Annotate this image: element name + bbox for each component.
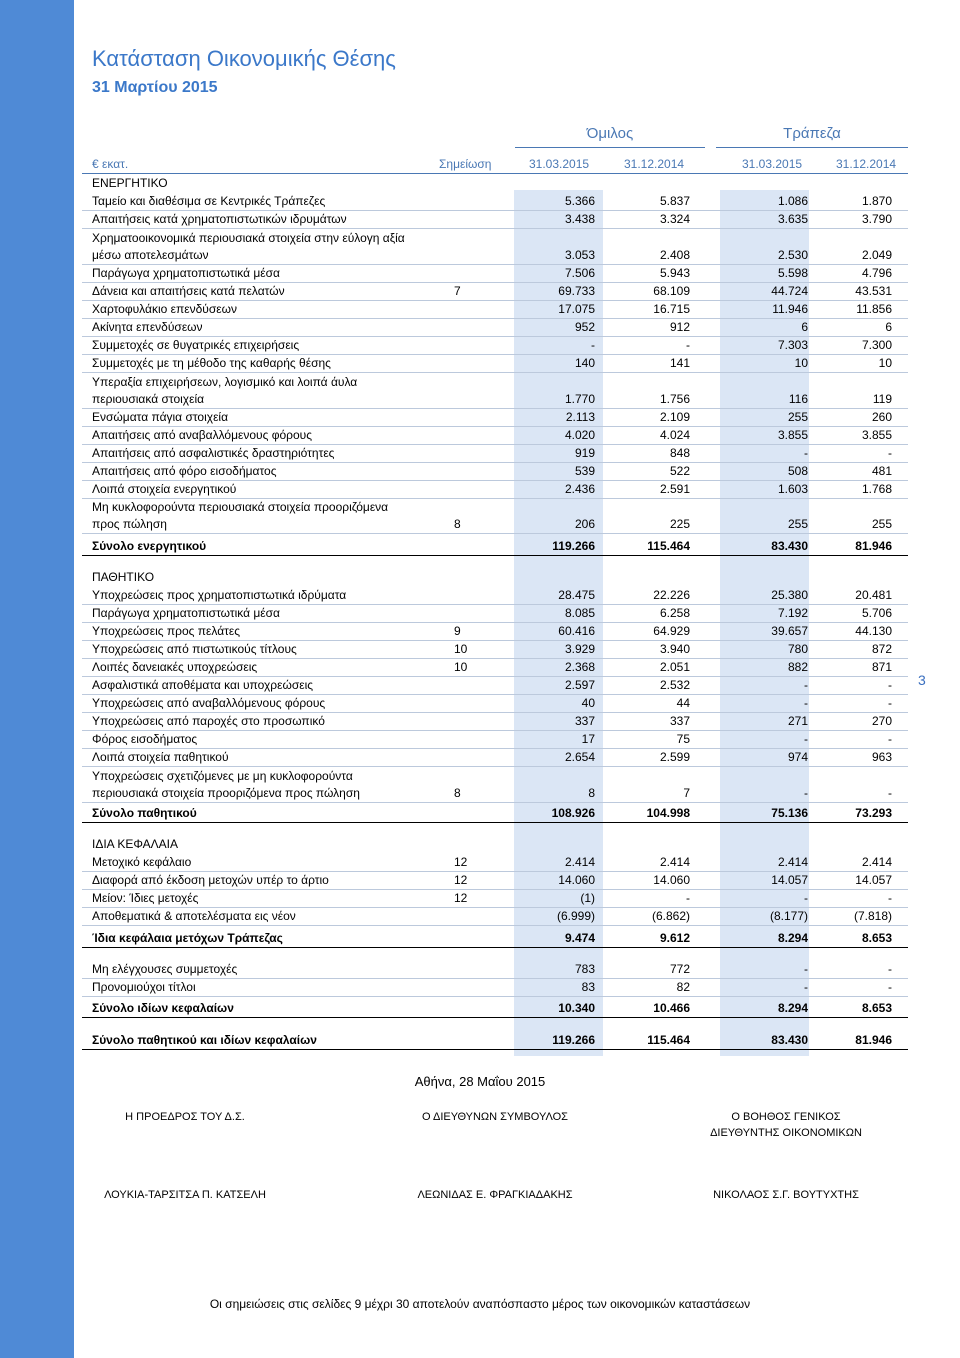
- row-label-line1: Υπεραξία επιχειρήσεων, λογισμικό και λοιπά άυλα: [92, 375, 358, 389]
- bank-prior-value: -: [888, 446, 892, 460]
- group-prior-value: 104.998: [646, 806, 690, 820]
- group-current-value: 206: [574, 517, 595, 531]
- bank-current-value: 271: [787, 714, 808, 728]
- table-row: [82, 211, 908, 229]
- note-ref: 8: [454, 517, 461, 531]
- row-label: [92, 230, 405, 264]
- row-label: Σύνολο ενεργητικού: [92, 539, 207, 553]
- bank-prior-value: 11.856: [856, 302, 892, 316]
- section-heading-row: [82, 569, 908, 586]
- group-current-value: 60.416: [558, 624, 595, 638]
- group-current-value: 8.085: [564, 606, 595, 620]
- group-prior-value: 115.464: [647, 539, 690, 553]
- section-heading-row: [82, 175, 908, 192]
- row-label: ΕΝΕΡΓΗΤΙΚΟ: [92, 176, 168, 190]
- bank-prior-value: 6: [885, 320, 892, 334]
- row-label: Μη ελέγχουσες συμμετοχές: [92, 962, 238, 976]
- bank-prior-value: 871: [871, 660, 892, 674]
- table-row: [82, 623, 908, 641]
- bank-prior-value: 270: [871, 714, 892, 728]
- row-label: [92, 374, 357, 408]
- row-label: [92, 499, 388, 533]
- bank-current-value: 7.192: [777, 606, 808, 620]
- note-ref: 7: [454, 284, 461, 298]
- bank-current-value: -: [804, 732, 808, 746]
- bank-current-value: 3.855: [777, 428, 808, 442]
- group-prior-value: 3.940: [659, 642, 690, 656]
- bank-prior-value: 5.706: [861, 606, 892, 620]
- group-prior-value: 4.024: [659, 428, 690, 442]
- row-label: Παράγωγα χρηματοπιστωτικά μέσα: [92, 266, 280, 280]
- group-current-value: -: [591, 338, 595, 352]
- row-label: Διαφορά από έκδοση μετοχών υπέρ το άρτιο: [92, 873, 329, 887]
- bank-prior-value: 872: [871, 642, 892, 656]
- bank-current-value: 2.530: [777, 248, 808, 262]
- table-row: [82, 695, 908, 713]
- bank-current-value: -: [804, 891, 808, 905]
- group-current-value: 2.368: [564, 660, 595, 674]
- table-row: [82, 283, 908, 301]
- group-prior-value: 1.756: [659, 392, 690, 406]
- table-row: [82, 481, 908, 499]
- table-row: [82, 301, 908, 319]
- row-label: Απαιτήσεις από φόρο εισοδήματος: [92, 464, 277, 478]
- bank-current-value: -: [804, 696, 808, 710]
- total-row: [82, 805, 908, 823]
- group-current-value: 2.597: [564, 678, 595, 692]
- note-ref: 10: [454, 642, 468, 656]
- bank-current-value: 508: [787, 464, 808, 478]
- bank-current-value: 1.603: [777, 482, 808, 496]
- bank-prior-value: 260: [871, 410, 892, 424]
- bank-current-value: 11.946: [772, 302, 808, 316]
- group-current-value: 2.436: [564, 482, 595, 496]
- bank-current-value: 8.294: [777, 1001, 808, 1015]
- place-date: Αθήνα, 28 Μαΐου 2015: [414, 1074, 546, 1089]
- table-row: [82, 713, 908, 731]
- row-label: Λοιπά στοιχεία παθητικού: [92, 750, 229, 764]
- table-row: [82, 961, 908, 979]
- bank-current-value: 2.414: [777, 855, 808, 869]
- total-row: [82, 538, 908, 556]
- signatory-name-cfo: ΝΙΚΟΛΑΟΣ Σ.Γ. ΒΟΥΤΥΧΤΗΣ: [713, 1189, 859, 1201]
- row-label: Σύνολο παθητικού: [92, 806, 197, 820]
- group-current-value: 1.770: [564, 392, 595, 406]
- row-label-line1: Μη κυκλοφορούντα περιουσιακά στοιχεία προοριζόμενα: [92, 500, 389, 514]
- group-current-value: 140: [574, 356, 595, 370]
- group-current-value: 5.366: [564, 194, 595, 208]
- row-label-line1: Χρηματοοικονομικά περιουσιακά στοιχεία στην εύλογη αξία: [92, 231, 405, 245]
- group-current-value: 40: [581, 696, 595, 710]
- row-label-line2: περιουσιακά στοιχεία: [92, 392, 205, 406]
- note-ref: 12: [454, 855, 468, 869]
- row-label: Ασφαλιστικά αποθέματα και υποχρεώσεις: [92, 678, 314, 692]
- table-row: [82, 265, 908, 283]
- note-column-header: Σημείωση: [439, 157, 492, 171]
- table-row: [82, 908, 908, 926]
- group-prior-value: -: [686, 338, 690, 352]
- row-label-line2: περιουσιακά στοιχεία προοριζόμενα προς πώληση: [92, 786, 360, 800]
- group-prior-value: 82: [676, 980, 690, 994]
- bank-prior-value: -: [888, 891, 892, 905]
- group-prior-value: 7: [683, 786, 690, 800]
- bank-current-value: -: [804, 786, 808, 800]
- bank-prior-value: 73.293: [855, 806, 892, 820]
- group-current-value: 3.053: [564, 248, 595, 262]
- group-prior-value: 3.324: [659, 212, 690, 226]
- row-label-line2: μέσω αποτελεσμάτων: [92, 248, 209, 262]
- bank-current-value: 6: [801, 320, 808, 334]
- bank-prior-value: 8.653: [861, 931, 892, 945]
- row-label: [92, 768, 360, 802]
- group-prior-value: 522: [669, 464, 690, 478]
- group-current-value: 10.340: [558, 1001, 595, 1015]
- group-current-value: 919: [574, 446, 595, 460]
- bank-current-value: 75.136: [771, 806, 808, 820]
- group-current-value: 9.474: [564, 931, 595, 945]
- note-ref: 9: [454, 624, 461, 638]
- table-row: [82, 409, 908, 427]
- row-label-line1: Υποχρεώσεις σχετιζόμενες με μη κυκλοφορούντα: [92, 769, 353, 783]
- group-current-value: 337: [574, 714, 595, 728]
- group-current-value: 2.654: [564, 750, 595, 764]
- bank-current-value: 83.430: [771, 539, 808, 553]
- row-label: Υποχρεώσεις από πιστωτικούς τίτλους: [92, 642, 297, 656]
- table-row: [82, 193, 908, 211]
- group-current-value: 2.414: [564, 855, 595, 869]
- table-row: [82, 749, 908, 767]
- bank-current-value: 25.380: [771, 588, 808, 602]
- page-number: 3: [918, 672, 926, 688]
- table-row: [82, 731, 908, 749]
- row-label: Απαιτήσεις από ασφαλιστικές δραστηριότητες: [92, 446, 335, 460]
- bank-prior-value: 8.653: [861, 1001, 892, 1015]
- bank-current-value: 39.657: [771, 624, 808, 638]
- bank-current-value: 5.598: [777, 266, 808, 280]
- bank-prior-value: 7.300: [861, 338, 892, 352]
- group-prior-value: 68.109: [653, 284, 690, 298]
- group-prior-value: 2.408: [659, 248, 690, 262]
- total-row: [82, 1032, 908, 1050]
- bank-prior-value: -: [888, 786, 892, 800]
- total-row: [82, 1000, 908, 1018]
- note-ref: 10: [454, 660, 468, 674]
- group-current-value: 952: [574, 320, 595, 334]
- group-current-value: 28.475: [558, 588, 595, 602]
- table-row: [82, 890, 908, 908]
- signatory-role-cfo-line1: Ο ΒΟΗΘΟΣ ΓΕΝΙΚΟΣ: [731, 1111, 841, 1123]
- row-label: Συμμετοχές με τη μέθοδο της καθαρής θέσης: [92, 356, 331, 370]
- table-row: [82, 677, 908, 695]
- total-row: [82, 930, 908, 948]
- signatory-role-ceo: Ο ΔΙΕΥΘΥΝΩΝ ΣΥΜΒΟΥΛΟΣ: [421, 1111, 568, 1123]
- row-label: Μείον: Ίδιες μετοχές: [92, 891, 199, 905]
- group-prior-value: 22.226: [653, 588, 690, 602]
- row-label: Σύνολο ιδίων κεφαλαίων: [92, 1001, 234, 1015]
- bank-current-date-header: 31.03.2015: [742, 157, 803, 171]
- table-row: [82, 319, 908, 337]
- row-label: Ακίνητα επενδύσεων: [92, 320, 203, 334]
- note-ref: 12: [454, 873, 468, 887]
- group-prior-value: 2.109: [659, 410, 690, 424]
- table-row: [82, 337, 908, 355]
- bank-current-value: -: [804, 446, 808, 460]
- group-prior-value: 2.532: [659, 678, 690, 692]
- table-row: [82, 872, 908, 890]
- table-row: [82, 463, 908, 481]
- bank-prior-value: 44.130: [855, 624, 892, 638]
- table-row: [82, 641, 908, 659]
- note-ref: 12: [454, 891, 468, 905]
- row-label: Υποχρεώσεις από παροχές στο προσωπικό: [92, 714, 325, 728]
- table-row: [82, 659, 908, 677]
- group-current-value: 8: [588, 786, 595, 800]
- bank-current-value: -: [804, 980, 808, 994]
- row-label: Απαιτήσεις κατά χρηματοπιστωτικών ιδρυμάτων: [92, 212, 347, 226]
- group-current-value: 119.266: [552, 539, 595, 553]
- bank-prior-value: 81.946: [855, 1033, 892, 1047]
- group-current-value: (6.999): [556, 909, 595, 923]
- group-current-value: 17: [581, 732, 595, 746]
- bank-current-value: (8.177): [769, 909, 808, 923]
- bank-prior-value: -: [888, 696, 892, 710]
- group-prior-value: (6.862): [651, 909, 690, 923]
- table-row: [82, 587, 908, 605]
- group-prior-value: 2.414: [659, 855, 690, 869]
- bank-prior-value: 481: [871, 464, 892, 478]
- group-prior-value: 772: [669, 962, 690, 976]
- row-label: Φόρος εισοδήματος: [92, 732, 198, 746]
- group-prior-date-header: 31.12.2014: [624, 157, 685, 171]
- bank-prior-value: -: [888, 678, 892, 692]
- row-label: Υποχρεώσεις προς πελάτες: [92, 624, 241, 638]
- table-row: [82, 979, 908, 997]
- group-current-value: 17.075: [558, 302, 595, 316]
- bank-prior-value: 1.768: [861, 482, 892, 496]
- group-current-value: 7.506: [564, 266, 595, 280]
- note-ref: 8: [454, 786, 461, 800]
- bank-current-value: 7.303: [777, 338, 808, 352]
- bank-prior-value: 255: [871, 517, 892, 531]
- group-prior-value: 44: [676, 696, 690, 710]
- unit-label: € εκατ.: [92, 157, 129, 171]
- section-heading-row: [82, 836, 908, 853]
- row-label: Υποχρεώσεις από αναβαλλόμενους φόρους: [92, 696, 326, 710]
- group-prior-value: 5.943: [659, 266, 690, 280]
- bank-prior-value: -: [888, 732, 892, 746]
- bank-prior-value: 3.790: [861, 212, 892, 226]
- row-label: Ενσώματα πάγια στοιχεία: [92, 410, 229, 424]
- group-prior-value: 5.837: [659, 194, 690, 208]
- bank-current-value: 44.724: [771, 284, 808, 298]
- group-prior-value: 141: [669, 356, 690, 370]
- group-current-value: 83: [581, 980, 595, 994]
- signatory-name-ceo: ΛΕΩΝΙΔΑΣ Ε. ΦΡΑΓΚΙΑΔΑΚΗΣ: [417, 1189, 573, 1201]
- group-prior-value: 912: [669, 320, 690, 334]
- bank-current-value: 882: [787, 660, 808, 674]
- bank-prior-value: -: [888, 962, 892, 976]
- table-row: [82, 445, 908, 463]
- bank-current-value: 116: [788, 392, 808, 406]
- bank-prior-value: 119: [872, 392, 892, 406]
- bank-current-value: 10: [794, 356, 808, 370]
- signatory-name-chair: ΛΟΥΚΙΑ-ΤΑΡΣΙΤΣΑ Π. ΚΑΤΣΕΛΗ: [104, 1189, 266, 1201]
- bank-current-value: 3.635: [777, 212, 808, 226]
- group-prior-value: 225: [669, 517, 690, 531]
- bank-prior-value: 14.057: [855, 873, 892, 887]
- row-label: Υποχρεώσεις προς χρηματοπιστωτικά ιδρύματα: [92, 588, 347, 602]
- group-prior-value: 2.599: [659, 750, 690, 764]
- bank-current-value: 974: [787, 750, 808, 764]
- bank-prior-date-header: 31.12.2014: [836, 157, 897, 171]
- bank-prior-value: -: [888, 980, 892, 994]
- group-current-value: 3.438: [564, 212, 595, 226]
- page-title: Κατάσταση Οικονομικής Θέσης: [92, 46, 396, 71]
- group-current-value: 108.926: [551, 806, 595, 820]
- row-label: ΙΔΙΑ ΚΕΦΑΛΑΙΑ: [92, 837, 178, 851]
- bank-current-value: 83.430: [771, 1033, 808, 1047]
- group-current-value: 4.020: [564, 428, 595, 442]
- row-label: Δάνεια και απαιτήσεις κατά πελατών: [92, 284, 285, 298]
- group-prior-value: 2.051: [659, 660, 690, 674]
- bank-header: Τράπεζα: [783, 125, 841, 142]
- group-prior-value: 115.464: [647, 1033, 690, 1047]
- group-prior-value: 64.929: [653, 624, 690, 638]
- group-current-value: 2.113: [565, 410, 595, 424]
- row-label: Απαιτήσεις από αναβαλλόμενους φόρους: [92, 428, 313, 442]
- group-current-date-header: 31.03.2015: [529, 157, 590, 171]
- bank-prior-value: 4.796: [861, 266, 892, 280]
- group-current-value: 3.929: [564, 642, 595, 656]
- row-label: Λοιπές δανειακές υποχρεώσεις: [92, 660, 258, 674]
- group-current-value: 539: [574, 464, 595, 478]
- bank-current-value: 14.057: [771, 873, 808, 887]
- bank-current-value: 780: [787, 642, 808, 656]
- bank-prior-value: 2.414: [861, 855, 892, 869]
- bank-current-value: 8.294: [777, 931, 808, 945]
- bank-prior-value: 3.855: [861, 428, 892, 442]
- group-prior-value: 337: [669, 714, 690, 728]
- bank-current-value: -: [804, 962, 808, 976]
- group-prior-value: 848: [669, 446, 690, 460]
- table-row: [82, 605, 908, 623]
- row-label-line2: προς πώληση: [92, 517, 167, 531]
- row-label: Παράγωγα χρηματοπιστωτικά μέσα: [92, 606, 280, 620]
- row-label: Αποθεματικά & αποτελέσματα εις νέον: [92, 909, 296, 923]
- group-current-value: (1): [580, 891, 595, 905]
- row-label: Χαρτοφυλάκιο επενδύσεων: [92, 302, 237, 316]
- row-label: Σύνολο παθητικού και ιδίων κεφαλαίων: [92, 1033, 317, 1047]
- group-current-value: 783: [574, 962, 595, 976]
- row-label: Ταμείο και διαθέσιμα σε Κεντρικές Τράπεζες: [92, 194, 326, 208]
- row-label: ΠΑΘΗΤΙΚΟ: [92, 570, 155, 584]
- signatory-role-chair: Η ΠΡΟΕΔΡΟΣ ΤΟΥ Δ.Σ.: [125, 1111, 245, 1123]
- group-current-value: 119.266: [552, 1033, 595, 1047]
- bank-prior-value: 20.481: [855, 588, 892, 602]
- group-prior-value: 14.060: [653, 873, 690, 887]
- table-row: [82, 427, 908, 445]
- group-current-value: 14.060: [558, 873, 595, 887]
- signatory-role-cfo-line2: ΔΙΕΥΘΥΝΤΗΣ ΟΙΚΟΝΟΜΙΚΩΝ: [710, 1127, 862, 1139]
- page-subtitle: 31 Μαρτίου 2015: [92, 79, 218, 96]
- row-label: Προνομιούχοι τίτλοι: [92, 980, 196, 994]
- bank-current-value: -: [804, 678, 808, 692]
- row-label: Λοιπά στοιχεία ενεργητικού: [92, 482, 237, 496]
- group-prior-value: 16.715: [653, 302, 690, 316]
- group-prior-value: 2.591: [659, 482, 690, 496]
- group-prior-value: -: [686, 891, 690, 905]
- bank-prior-value: 1.870: [861, 194, 892, 208]
- bank-prior-value: 43.531: [855, 284, 892, 298]
- table-row: [82, 374, 908, 409]
- group-prior-value: 9.612: [659, 931, 690, 945]
- row-label: Μετοχικό κεφάλαιο: [92, 855, 192, 869]
- row-label: Συμμετοχές σε θυγατρικές επιχειρήσεις: [92, 338, 300, 352]
- bank-current-value: 1.086: [777, 194, 808, 208]
- table-row: [82, 499, 908, 534]
- group-header: Όμιλος: [586, 125, 634, 142]
- table-row: [82, 854, 908, 872]
- footer-note: Οι σημειώσεις στις σελίδες 9 μέχρι 30 αποτελούν αναπόσπαστο μέρος των οικονομικών καταστάσεων: [209, 1297, 751, 1311]
- bank-prior-value: 2.049: [861, 248, 892, 262]
- bank-prior-value: 81.946: [855, 539, 892, 553]
- bank-current-value: 255: [787, 410, 808, 424]
- group-current-value: 69.733: [558, 284, 595, 298]
- bank-prior-value: (7.818): [853, 909, 892, 923]
- table-row: [82, 355, 908, 373]
- bank-prior-value: 963: [871, 750, 892, 764]
- bank-prior-value: 10: [878, 356, 892, 370]
- group-prior-value: 75: [676, 732, 690, 746]
- group-prior-value: 6.258: [659, 606, 690, 620]
- table-row: [82, 230, 908, 265]
- row-label: Ίδια κεφάλαια μετόχων Τράπεζας: [92, 931, 283, 945]
- bank-current-value: 255: [787, 517, 808, 531]
- group-prior-value: 10.466: [653, 1001, 690, 1015]
- table-row: [82, 768, 908, 803]
